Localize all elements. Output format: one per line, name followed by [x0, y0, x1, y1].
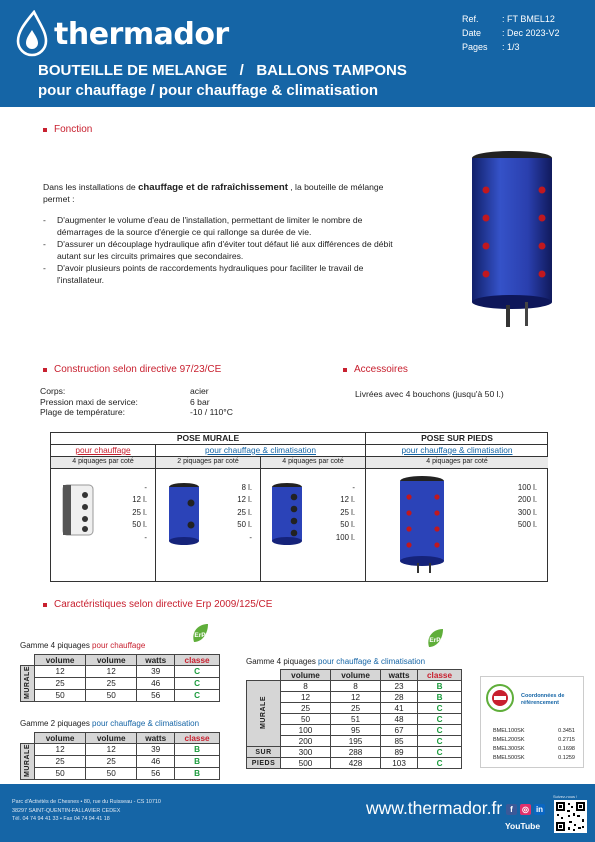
floor-standing-buffer-tank-image — [397, 475, 447, 575]
column-header: classe — [175, 655, 220, 666]
meta-value: : FT BMEL12 — [502, 14, 555, 24]
table-cell: 500 — [281, 758, 331, 769]
intro-text: Dans les installations de — [43, 182, 139, 192]
footer-address — [12, 798, 161, 824]
address-line: Parc d'Activités de Chesnes • 80, rue du Ruisseau - CS 10710 — [12, 799, 161, 805]
table-cell: 46 — [137, 755, 175, 767]
table-cell: 50 — [86, 767, 137, 779]
section-title-erp — [43, 599, 272, 610]
column-header: volume — [35, 655, 86, 666]
label-ref: BMEL500SK — [493, 755, 525, 761]
table-cell: 50 — [35, 689, 86, 701]
website-link[interactable]: www.thermador.fr — [366, 798, 503, 818]
label-card-title: Coordonnées de référencement — [521, 693, 565, 706]
intro-bold: chauffage et de rafraîchissement — [138, 182, 288, 193]
side-label: PIEDS — [247, 758, 281, 769]
address-line: 38297 SAINT-QUENTIN-FALLAVIER CEDEX — [12, 807, 121, 814]
table-cell: 50 — [35, 767, 86, 779]
pose-sub-clim-pieds: pour chauffage & climatisation — [366, 445, 548, 457]
volume-value: 50 l. — [237, 520, 252, 530]
gamme-label-3 — [246, 657, 425, 666]
qr-code-icon[interactable] — [554, 800, 587, 833]
class-cell: C — [418, 714, 462, 725]
gamme-colored-text: pour chauffage — [92, 641, 146, 650]
linkedin-icon[interactable]: in — [535, 805, 544, 814]
label-value: 0.1698 — [558, 746, 575, 752]
class-cell: B — [175, 767, 220, 779]
meta-key: Ref. — [462, 14, 479, 24]
table-cell: 51 — [331, 714, 381, 725]
table-row — [247, 747, 462, 758]
column-header: volume — [35, 733, 86, 744]
table-cell: 195 — [331, 736, 381, 747]
instagram-icon[interactable]: ◎ — [520, 804, 531, 815]
table-cell: 25 — [331, 703, 381, 714]
table-cell: 39 — [137, 744, 175, 756]
volume-list — [218, 482, 252, 544]
meta-value: : Dec 2023-V2 — [502, 28, 560, 38]
blue-buffer-tank-4-piquages-image — [270, 481, 304, 547]
piquages-header: 4 piquages par coté — [366, 457, 548, 469]
volume-value: 200 l. — [517, 495, 537, 505]
side-label: SUR — [247, 747, 281, 758]
table-cell: 41 — [381, 703, 418, 714]
erp-logo-text: ErP — [429, 637, 441, 644]
volume-value: - — [352, 483, 355, 492]
bullet-square-icon — [43, 368, 47, 372]
thermador-logo — [14, 10, 229, 58]
gamme-colored-text: pour chauffage & climatisation — [92, 719, 200, 728]
label-ref: BMEL300SK — [493, 746, 525, 752]
footer-banner — [0, 784, 595, 842]
header-banner — [0, 0, 595, 107]
volume-value: 100 l. — [335, 532, 355, 542]
section-title-text: Construction selon directive 97/23/CE — [54, 364, 222, 375]
column-header: watts — [381, 670, 418, 681]
class-cell: B — [418, 681, 462, 692]
table-cell: 28 — [381, 692, 418, 703]
document-meta — [462, 12, 560, 54]
table-cell: 25 — [35, 677, 86, 689]
pose-pieds-header: POSE SUR PIEDS — [366, 433, 548, 445]
pose-sub-clim: pour chauffage & climatisation — [156, 445, 366, 457]
side-label: MURALE — [24, 666, 31, 699]
column-header: volume — [86, 655, 137, 666]
volume-value: - — [144, 532, 147, 542]
facebook-icon[interactable]: f — [506, 804, 517, 815]
volume-list — [497, 482, 537, 532]
large-tank-image — [470, 150, 560, 335]
bullet-square-icon — [43, 128, 47, 132]
column-header: classe — [418, 670, 462, 681]
table-cell: 12 — [86, 744, 137, 756]
spec-value: acier — [190, 386, 209, 396]
brand-name: thermador — [54, 16, 229, 52]
table-cell: 46 — [137, 677, 175, 689]
label-value: 0.1259 — [558, 755, 575, 761]
column-header: watts — [137, 655, 175, 666]
volume-value: 25 l. — [132, 507, 147, 517]
erp-logo-icon — [425, 627, 445, 649]
table-cell: 428 — [331, 758, 381, 769]
side-label: MURALE — [24, 744, 31, 777]
erp-logo-icon — [190, 622, 210, 644]
table-cell: 50 — [86, 689, 137, 701]
class-cell: C — [175, 689, 220, 701]
column-header: volume — [331, 670, 381, 681]
accessoires-text: Livrées avec 4 bouchons (jusqu'à 50 l.) — [355, 389, 504, 399]
section-title-construction — [43, 364, 221, 375]
address-line: Tél. 04 74 94 41 33 • Fax 04 74 94 41 18 — [12, 816, 110, 823]
class-cell: B — [175, 755, 220, 767]
column-header: volume — [86, 733, 137, 744]
table-cell: 8 — [281, 681, 331, 692]
table-cell: 67 — [381, 725, 418, 736]
label-value: 0.3451 — [558, 728, 575, 734]
table-row — [21, 744, 220, 756]
bullet-square-icon — [43, 603, 47, 607]
section-title-text: Caractéristiques selon directive Erp 2009/125/CE — [54, 599, 273, 610]
table-cell: 25 — [281, 703, 331, 714]
follow-label: Suivez-nous ! — [553, 794, 578, 799]
class-cell: C — [175, 666, 220, 678]
volume-value: 25 l. — [340, 507, 355, 517]
class-cell: C — [175, 677, 220, 689]
gamme-text: Gamme 2 piquages — [20, 719, 93, 728]
social-icons — [506, 804, 545, 815]
erp-table-chauffage — [20, 654, 220, 702]
table-cell: 85 — [381, 736, 418, 747]
table-cell: 25 — [35, 755, 86, 767]
table-cell: 50 — [281, 714, 331, 725]
table-cell: 56 — [137, 689, 175, 701]
table-cell: 89 — [381, 747, 418, 758]
spec-label: Plage de température: — [40, 407, 126, 417]
volume-value: 8 l. — [241, 483, 252, 492]
table-row — [21, 755, 220, 767]
table-cell: 39 — [137, 666, 175, 678]
energy-label-card — [480, 676, 584, 768]
pose-table — [50, 432, 548, 582]
bullet-square-icon — [343, 368, 347, 372]
table-cell: 12 — [86, 666, 137, 678]
gamme-label-2 — [20, 719, 199, 728]
table-row — [21, 767, 220, 779]
class-cell: B — [175, 744, 220, 756]
volume-value: 25 l. — [237, 507, 252, 517]
erp-table-2-piquages — [20, 732, 220, 780]
table-cell: 100 — [281, 725, 331, 736]
section-title-fonction — [43, 124, 92, 135]
table-row — [21, 666, 220, 678]
volume-value: - — [144, 483, 147, 492]
class-cell: C — [418, 725, 462, 736]
blue-buffer-tank-2-piquages-image — [167, 481, 201, 547]
table-cell: 12 — [331, 692, 381, 703]
flame-drop-icon — [14, 10, 50, 58]
volume-value: 50 l. — [340, 520, 355, 530]
volume-value: 300 l. — [517, 507, 537, 517]
erp-table-4-piquages-clim — [246, 669, 462, 769]
section-title-accessoires — [343, 364, 408, 375]
gamme-text: Gamme 4 piquages — [246, 657, 319, 666]
table-row — [247, 758, 462, 769]
gamme-colored-text: pour chauffage & climatisation — [318, 657, 426, 666]
fonction-intro — [43, 182, 399, 205]
construction-specs — [40, 386, 233, 418]
intro-text-end: , la bouteille de mélange permet : — [43, 182, 384, 204]
volume-value: 500 l. — [517, 520, 537, 530]
table-cell: 288 — [331, 747, 381, 758]
table-row — [247, 681, 462, 692]
table-cell: 48 — [381, 714, 418, 725]
side-label: MURALE — [260, 696, 267, 729]
class-cell: C — [418, 736, 462, 747]
volume-value: 50 l. — [132, 520, 147, 530]
list-item: - D'avoir plusieurs points de raccordements hydrauliques pour faciliter le travail de l'installateur. — [43, 263, 399, 286]
pose-murale-header: POSE MURALE — [51, 433, 366, 445]
table-cell: 95 — [331, 725, 381, 736]
spec-label: Corps: — [40, 386, 66, 396]
table-row — [21, 677, 220, 689]
table-cell: 300 — [281, 747, 331, 758]
meta-key: Pages — [462, 42, 488, 52]
piquages-header: 2 piquages par coté — [156, 457, 261, 469]
table-cell: 12 — [281, 692, 331, 703]
label-card-rows — [493, 727, 575, 763]
section-title-text: Accessoires — [354, 364, 408, 375]
spec-label: Pression maxi de service: — [40, 396, 138, 407]
volume-list — [113, 482, 147, 544]
label-value: 0.2715 — [558, 737, 575, 743]
table-cell: 25 — [86, 677, 137, 689]
meta-value: : 1/3 — [502, 42, 520, 52]
class-cell: C — [418, 747, 462, 758]
document-subtitle: pour chauffage / pour chauffage & climatisation — [38, 82, 379, 99]
table-cell: 8 — [331, 681, 381, 692]
pose-sub-chauffage: pour chauffage — [51, 445, 156, 457]
table-cell: 12 — [35, 744, 86, 756]
column-header: classe — [175, 733, 220, 744]
list-item: - D'augmenter le volume d'eau de l'installation, permettant de limiter le nombre de démarrages de la source d'énergie ce qui rallonge sa durée de vie. — [43, 215, 399, 238]
gamme-text: Gamme 4 piquages — [20, 641, 93, 650]
table-cell: 200 — [281, 736, 331, 747]
section-title-text: Fonction — [54, 124, 93, 135]
table-cell: 56 — [137, 767, 175, 779]
class-cell: C — [418, 703, 462, 714]
document-title: BOUTEILLE DE MELANGE / BALLONS TAMPONS — [38, 62, 407, 79]
volume-value: 12 l. — [340, 495, 355, 505]
label-ref: BMEL200SK — [493, 737, 525, 743]
volume-value: 100 l. — [517, 483, 537, 492]
class-cell: C — [418, 758, 462, 769]
column-header: volume — [281, 670, 331, 681]
volume-list — [321, 482, 355, 544]
gamme-label-1 — [20, 641, 145, 650]
spec-value: -10 / 110°C — [190, 407, 233, 417]
column-header: watts — [137, 733, 175, 744]
piquages-header: 4 piquages par coté — [261, 457, 366, 469]
list-item: - D'assurer un découplage hydraulique afin d'éviter tout défaut lié aux différences de débit autant sur les circuits primaires que secondaires. — [43, 239, 399, 262]
piquages-header: 4 piquages par coté — [51, 457, 156, 469]
table-cell: 12 — [35, 666, 86, 678]
meta-key: Date — [462, 28, 482, 38]
volume-value: - — [249, 532, 252, 542]
fonction-bullet-list — [43, 215, 399, 287]
energy-label-badge-icon — [485, 683, 515, 713]
table-cell: 23 — [381, 681, 418, 692]
table-cell: 103 — [381, 758, 418, 769]
white-mixing-bottle-image — [59, 481, 99, 541]
youtube-icon[interactable]: YouTube — [505, 821, 541, 831]
volume-value: 12 l. — [237, 495, 252, 505]
table-cell: 25 — [86, 755, 137, 767]
volume-value: 12 l. — [132, 495, 147, 505]
table-row — [21, 689, 220, 701]
spec-value: 6 bar — [190, 396, 210, 407]
erp-logo-text: ErP — [194, 632, 206, 639]
label-ref: BMEL100SK — [493, 728, 525, 734]
class-cell: B — [418, 692, 462, 703]
